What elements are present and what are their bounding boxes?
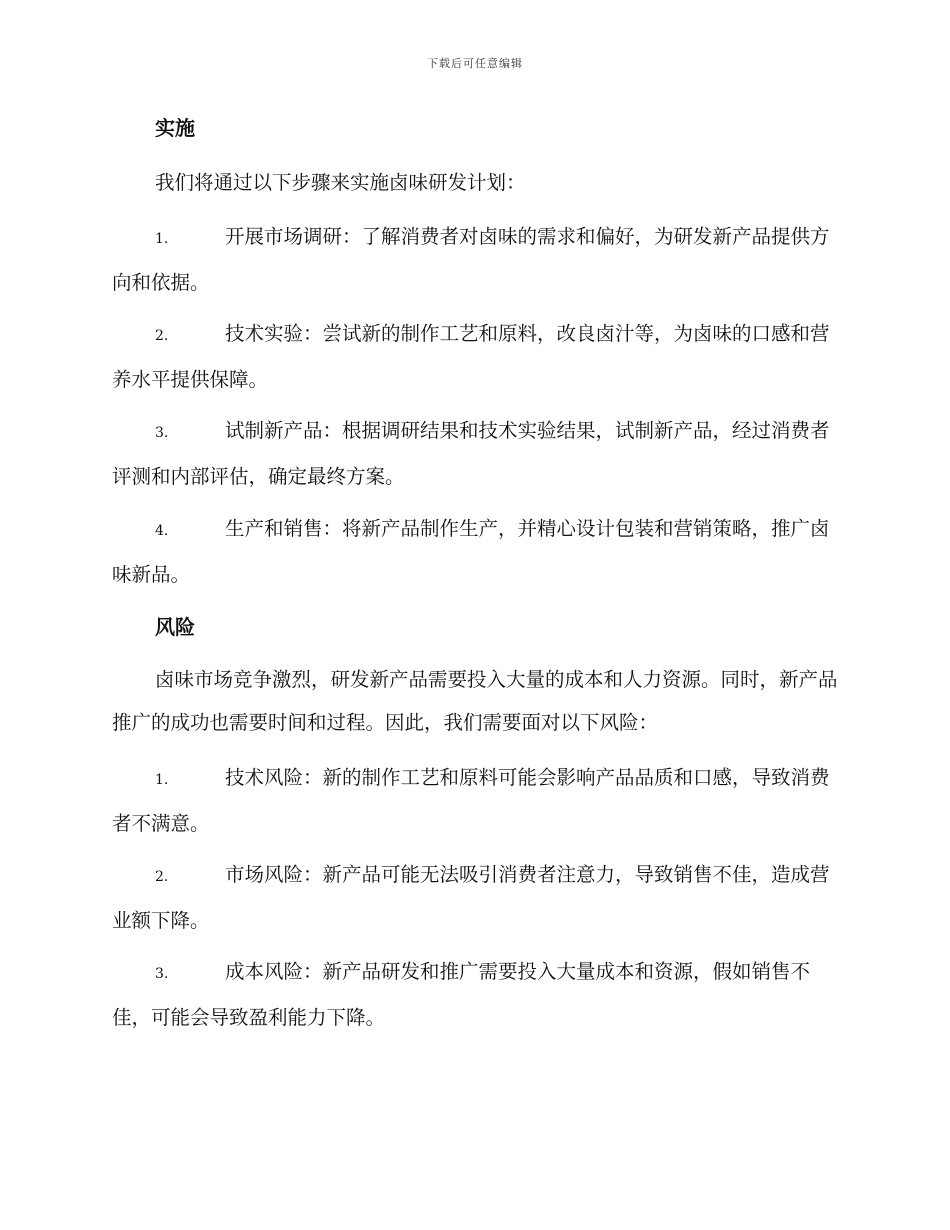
list-number: 2. (155, 869, 169, 885)
list-item-text: 试制新产品：根据调研结果和技术实验结果，试制新产品，经过消费者评测和内部评估，确定最终方案。 (112, 419, 830, 488)
list-item-text: 开展市场调研：了解消费者对卤味的需求和偏好，为研发新产品提供方向和依据。 (112, 225, 830, 294)
risk-intro (112, 658, 840, 744)
list-number: 1. (155, 772, 169, 788)
list-item-text: 成本风险：新产品研发和推广需要投入大量成本和资源，假如销售不佳，可能会导致盈利能力下降。 (112, 960, 811, 1029)
header-note: 下载后可任意编辑 (427, 57, 523, 70)
implementation-item-3 (112, 409, 840, 498)
risk-item-2 (112, 853, 840, 942)
implementation-item-4 (112, 507, 840, 596)
list-item-text: 市场风险：新产品可能无法吸引消费者注意力，导致销售不佳，造成营业额下降。 (112, 863, 830, 932)
list-number: 3. (155, 966, 169, 982)
risk-item-1 (112, 756, 840, 845)
implementation-item-1 (112, 215, 840, 304)
section-heading-risk: 风险 (155, 615, 195, 639)
list-item-text: 技术风险：新的制作工艺和原料可能会影响产品品质和口感，导致消费者不满意。 (112, 766, 830, 835)
list-number: 4. (155, 523, 169, 539)
implementation-item-2 (112, 312, 840, 401)
list-item-text: 技术实验：尝试新的制作工艺和原料，改良卤汁等，为卤味的口感和营养水平提供保障。 (112, 322, 830, 391)
list-number: 2. (155, 328, 169, 344)
list-number: 1. (155, 231, 169, 247)
implementation-intro-text: 我们将通过以下步骤来实施卤味研发计划： (155, 171, 526, 194)
implementation-intro (112, 161, 840, 204)
list-number: 3. (155, 425, 169, 441)
section-heading-implementation: 实施 (155, 116, 195, 140)
list-item-text: 生产和销售：将新产品制作生产，并精心设计包装和营销策略，推广卤味新品。 (112, 517, 830, 586)
risk-intro-text: 卤味市场竞争激烈，研发新产品需要投入大量的成本和人力资源。同时，新产品推广的成功也需要时间和过程。因此，我们需要面对以下风险： (112, 668, 838, 734)
risk-item-3 (112, 950, 840, 1039)
